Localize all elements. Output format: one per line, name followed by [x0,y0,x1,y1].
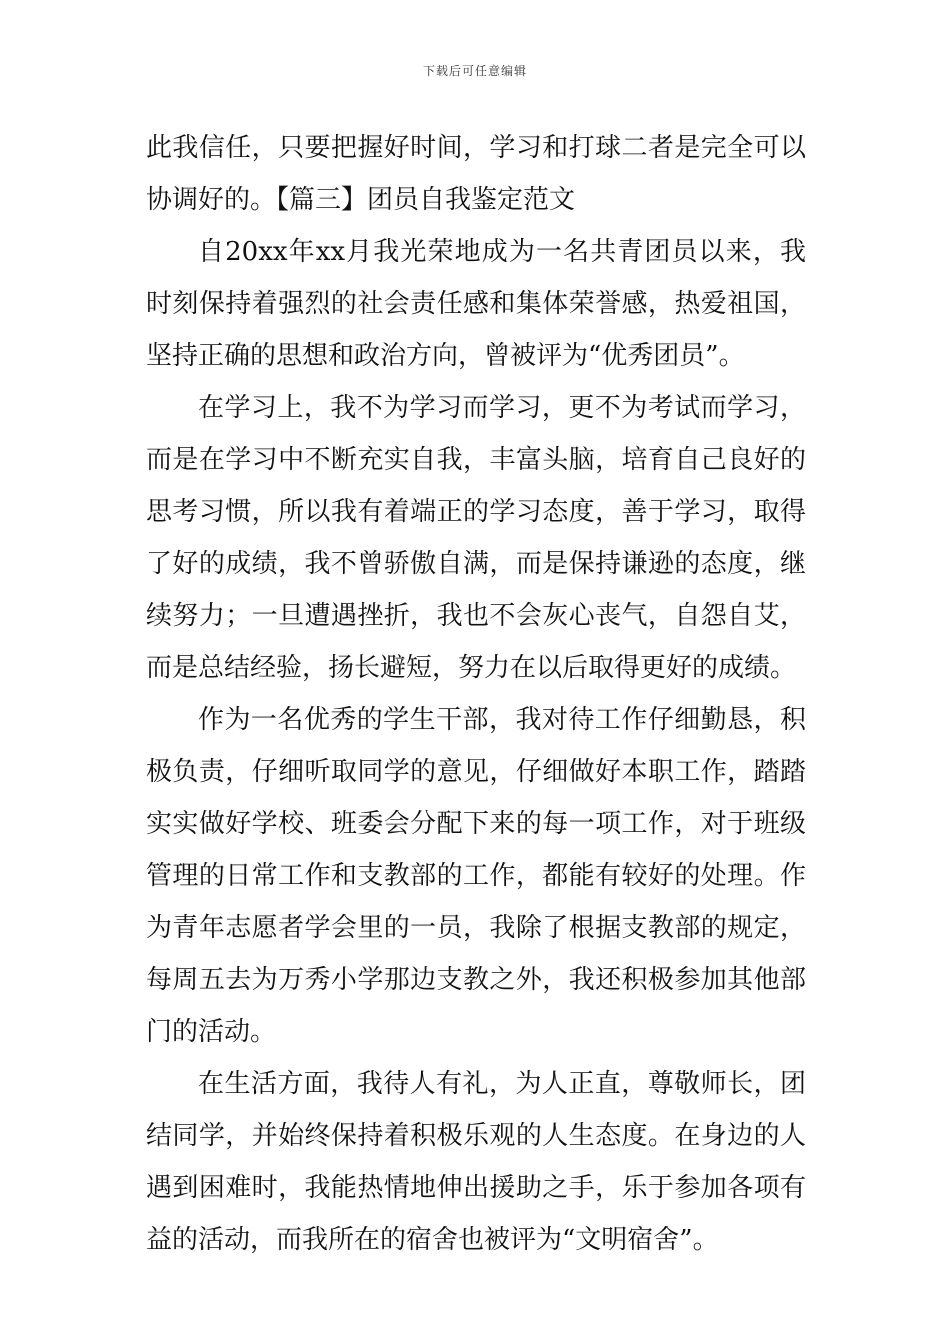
paragraph-work: 作为一名优秀的学生干部，我对待工作仔细勤恳，积极负责，仔细听取同学的意见，仔细做好本职工作，踏踏实实做好学校、班委会分配下来的每一项工作，对于班级管理的日常工作和支教部的工作，都能有较好的处理。作为青年志愿者学会里的一员，我除了根据支教部的规定，每周五去为万秀小学那边支教之外，我还积极参加其他部门的活动。 [146,705,806,1047]
paragraph-life: 在生活方面，我待人有礼，为人正直，尊敬师长，团结同学，并始终保持着积极乐观的人生态度。在身边的人遇到困难时，我能热情地伸出援助之手，乐于参加各项有益的活动，而我所在的宿舍也被评为“文明宿舍”。 [146,1069,806,1255]
paragraph-intro: 此我信任，只要把握好时间，学习和打球二者是完全可以协调好的。【篇三】团员自我鉴定范文 [146,133,806,215]
paragraph-study: 在学习上，我不为学习而学习，更不为考试而学习，而是在学习中不断充实自我，丰富头脑，培育自己良好的思考习惯，所以我有着端正的学习态度，善于学习，取得了好的成绩，我不曾骄傲自满，而是保持谦逊的态度，继续努力；一旦遭遇挫折，我也不会灰心丧气，自怨自艾，而是总结经验，扬长避短，努力在以后取得更好的成绩。 [146,393,806,683]
page-header: 下载后可任意编辑 [422,64,527,78]
paragraph-membership: 自20xx年xx月我光荣地成为一名共青团员以来，我时刻保持着强烈的社会责任感和集体荣誉感，热爱祖国，坚持正确的思想和政治方向，曾被评为“优秀团员”。 [146,237,806,371]
document-body [146,122,806,1266]
